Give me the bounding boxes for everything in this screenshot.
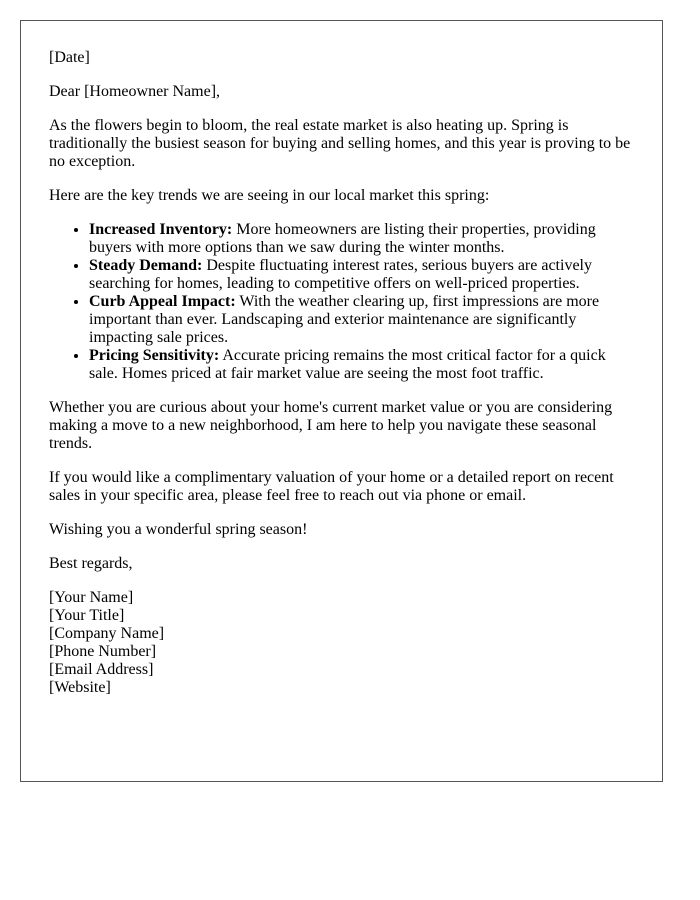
signature-email: [Email Address] xyxy=(49,661,154,678)
trend-title: Steady Demand: xyxy=(89,257,203,274)
trends-intro: Here are the key trends we are seeing in our local market this spring: xyxy=(49,187,490,204)
signature-company: [Company Name] xyxy=(49,625,165,642)
date: [Date] xyxy=(49,49,90,66)
trends-list xyxy=(49,221,632,383)
letter xyxy=(20,20,663,782)
help-paragraph: Whether you are curious about your home's current market value or you are considering making a move to a new neighborhood, I am here to help you navigate these seasonal trends. xyxy=(49,399,613,452)
salutation: Dear [Homeowner Name], xyxy=(49,83,221,100)
intro-paragraph: As the flowers begin to bloom, the real estate market is also heating up. Spring is traditionally the busiest season for buying and selling homes, and this year is proving to be no exception. xyxy=(49,117,631,170)
trend-text: More homeowners are listing their properties, providing buyers with more options than we saw during the winter months. xyxy=(89,221,596,256)
trend-text: With the weather clearing up, first impressions are more important than ever. Landscaping and exterior maintenance are significantly impacting sale prices. xyxy=(89,293,600,346)
signature-name: [Your Name] xyxy=(49,589,134,606)
list-item xyxy=(89,347,632,383)
trend-text: Accurate pricing remains the most critical factor for a quick sale. Homes priced at fair market value are seeing the most foot traffic. xyxy=(89,347,606,382)
list-item xyxy=(89,221,632,257)
signature-title: [Your Title] xyxy=(49,607,125,624)
signature-block xyxy=(49,589,632,697)
wish-paragraph: Wishing you a wonderful spring season! xyxy=(49,521,308,538)
trend-title: Curb Appeal Impact: xyxy=(89,293,236,310)
signature-website: [Website] xyxy=(49,679,111,696)
trend-title: Pricing Sensitivity: xyxy=(89,347,220,364)
trend-text: Despite fluctuating interest rates, serious buyers are actively searching for homes, leading to competitive offers on well-priced properties. xyxy=(89,257,592,292)
list-item xyxy=(89,293,632,347)
offer-paragraph: If you would like a complimentary valuation of your home or a detailed report on recent sales in your specific area, please feel free to reach out via phone or email. xyxy=(49,469,614,504)
closing: Best regards, xyxy=(49,555,133,572)
signature-phone: [Phone Number] xyxy=(49,643,157,660)
trend-title: Increased Inventory: xyxy=(89,221,233,238)
list-item xyxy=(89,257,632,293)
